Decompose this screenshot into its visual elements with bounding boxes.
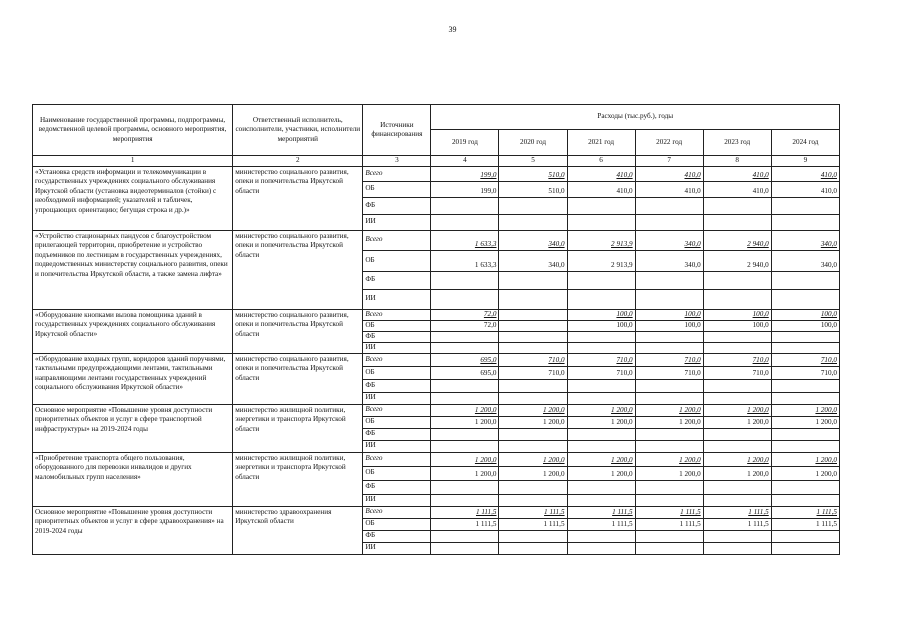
amount-cell bbox=[771, 530, 839, 542]
amount-cell: 340,0 bbox=[771, 250, 839, 271]
amount-cell: 340,0 bbox=[499, 250, 567, 271]
amount-cell bbox=[499, 197, 567, 214]
amount-cell bbox=[499, 309, 567, 320]
column-index: 5 bbox=[499, 156, 567, 167]
amount-cell: 100,0 bbox=[567, 309, 635, 320]
amount-cell bbox=[499, 214, 567, 230]
executor: министерство социального развития, опеки и попечительства Иркутской области bbox=[233, 230, 363, 309]
amount-cell: 340,0 bbox=[635, 230, 703, 250]
header-source: Источники финансирования bbox=[363, 105, 431, 156]
table-row bbox=[33, 452, 840, 466]
table-row bbox=[33, 404, 840, 416]
amount-cell bbox=[771, 342, 839, 353]
table-body bbox=[33, 166, 840, 554]
amount-cell bbox=[635, 542, 703, 554]
amount-cell bbox=[635, 197, 703, 214]
amount-cell: 1 200,0 bbox=[431, 404, 499, 416]
amount-cell: 1 200,0 bbox=[567, 404, 635, 416]
amount-cell bbox=[431, 392, 499, 404]
amount-cell bbox=[499, 342, 567, 353]
funding-source: Всего bbox=[363, 353, 431, 366]
amount-cell: 1 200,0 bbox=[431, 452, 499, 466]
amount-cell bbox=[567, 342, 635, 353]
executor: министерство жилищной политики, энергетики и транспорта Иркутской области bbox=[233, 404, 363, 452]
table-row bbox=[33, 230, 840, 250]
header-year: 2022 год bbox=[635, 130, 703, 156]
amount-cell bbox=[703, 214, 771, 230]
budget-table bbox=[32, 104, 840, 555]
amount-cell: 72,0 bbox=[431, 309, 499, 320]
amount-cell bbox=[567, 271, 635, 289]
amount-cell bbox=[771, 289, 839, 309]
amount-cell bbox=[771, 379, 839, 392]
funding-source: ФБ bbox=[363, 428, 431, 440]
amount-cell bbox=[499, 428, 567, 440]
amount-cell: 1 200,0 bbox=[771, 452, 839, 466]
amount-cell: 1 111,5 bbox=[635, 518, 703, 530]
amount-cell: 1 200,0 bbox=[703, 404, 771, 416]
amount-cell bbox=[703, 379, 771, 392]
amount-cell: 1 200,0 bbox=[431, 466, 499, 480]
amount-cell: 410,0 bbox=[567, 166, 635, 181]
amount-cell bbox=[567, 289, 635, 309]
amount-cell bbox=[635, 530, 703, 542]
amount-cell: 710,0 bbox=[771, 366, 839, 379]
table-row bbox=[33, 309, 840, 320]
amount-cell bbox=[771, 331, 839, 342]
amount-cell bbox=[431, 440, 499, 452]
amount-cell: 100,0 bbox=[567, 320, 635, 331]
amount-cell: 1 111,5 bbox=[431, 506, 499, 518]
amount-cell bbox=[771, 214, 839, 230]
amount-cell: 410,0 bbox=[771, 181, 839, 197]
amount-cell bbox=[703, 331, 771, 342]
header-executor: Ответственный исполнитель, соисполнители, участники, исполнители мероприятий bbox=[233, 105, 363, 156]
amount-cell bbox=[431, 542, 499, 554]
funding-source: ФБ bbox=[363, 197, 431, 214]
funding-source: ОБ bbox=[363, 320, 431, 331]
amount-cell: 2 913,9 bbox=[567, 230, 635, 250]
measure-name: «Установка средств информации и телекоммуникации в государственных учреждениях социального обслуживания Иркутской области (установка видеотерминалов (стойки) с необходимой информацией; указателей и табличек, упрощающих ориентацию; бегущая строка и др.)» bbox=[33, 166, 233, 230]
amount-cell bbox=[771, 440, 839, 452]
amount-cell: 100,0 bbox=[635, 309, 703, 320]
amount-cell bbox=[771, 392, 839, 404]
amount-cell: 1 200,0 bbox=[771, 416, 839, 428]
amount-cell: 100,0 bbox=[771, 320, 839, 331]
amount-cell: 340,0 bbox=[499, 230, 567, 250]
amount-cell: 340,0 bbox=[635, 250, 703, 271]
column-index: 9 bbox=[771, 156, 839, 167]
amount-cell bbox=[499, 320, 567, 331]
amount-cell: 1 200,0 bbox=[635, 404, 703, 416]
funding-source: ФБ bbox=[363, 331, 431, 342]
amount-cell: 2 940,0 bbox=[703, 250, 771, 271]
column-index: 1 bbox=[33, 156, 233, 167]
amount-cell: 199,0 bbox=[431, 166, 499, 181]
amount-cell bbox=[499, 530, 567, 542]
amount-cell bbox=[771, 428, 839, 440]
amount-cell bbox=[431, 428, 499, 440]
amount-cell bbox=[567, 197, 635, 214]
amount-cell: 1 111,5 bbox=[771, 506, 839, 518]
table-row bbox=[33, 506, 840, 518]
amount-cell bbox=[703, 271, 771, 289]
amount-cell bbox=[635, 392, 703, 404]
amount-cell bbox=[499, 379, 567, 392]
amount-cell bbox=[567, 392, 635, 404]
amount-cell bbox=[567, 480, 635, 494]
funding-source: ОБ bbox=[363, 518, 431, 530]
funding-source: ОБ bbox=[363, 366, 431, 379]
amount-cell bbox=[703, 342, 771, 353]
amount-cell: 1 111,5 bbox=[431, 518, 499, 530]
header-year: 2023 год bbox=[703, 130, 771, 156]
funding-source: Всего bbox=[363, 309, 431, 320]
amount-cell bbox=[635, 271, 703, 289]
amount-cell bbox=[431, 494, 499, 506]
amount-cell bbox=[431, 480, 499, 494]
amount-cell bbox=[635, 428, 703, 440]
amount-cell bbox=[771, 494, 839, 506]
column-index: 2 bbox=[233, 156, 363, 167]
amount-cell: 1 200,0 bbox=[635, 466, 703, 480]
funding-source: Всего bbox=[363, 404, 431, 416]
amount-cell bbox=[703, 542, 771, 554]
amount-cell: 695,0 bbox=[431, 353, 499, 366]
measure-name: Основное мероприятие «Повышение уровня доступности приоритетных объектов и услуг в сфере транспортной инфраструктуры» на 2019-2024 годы bbox=[33, 404, 233, 452]
measure-name: «Оборудование входных групп, коридоров зданий поручнями, тактильными предупреждающими лентами, тактильными направляющими лентами государственных учреждений социального обслуживания Иркутской области» bbox=[33, 353, 233, 404]
amount-cell: 710,0 bbox=[635, 366, 703, 379]
amount-cell: 1 111,5 bbox=[499, 506, 567, 518]
funding-source: ОБ bbox=[363, 250, 431, 271]
amount-cell: 1 200,0 bbox=[703, 452, 771, 466]
executor: министерство здравоохранения Иркутской области bbox=[233, 506, 363, 554]
amount-cell bbox=[567, 331, 635, 342]
amount-cell: 710,0 bbox=[703, 353, 771, 366]
funding-source: ИИ bbox=[363, 289, 431, 309]
amount-cell bbox=[499, 494, 567, 506]
amount-cell: 1 200,0 bbox=[567, 466, 635, 480]
column-index: 4 bbox=[431, 156, 499, 167]
amount-cell bbox=[499, 331, 567, 342]
amount-cell bbox=[567, 530, 635, 542]
amount-cell bbox=[703, 197, 771, 214]
amount-cell bbox=[635, 494, 703, 506]
table-row bbox=[33, 353, 840, 366]
amount-cell bbox=[635, 214, 703, 230]
amount-cell: 710,0 bbox=[499, 353, 567, 366]
amount-cell: 340,0 bbox=[771, 230, 839, 250]
amount-cell bbox=[499, 542, 567, 554]
amount-cell bbox=[703, 289, 771, 309]
amount-cell: 710,0 bbox=[703, 366, 771, 379]
column-index: 6 bbox=[567, 156, 635, 167]
amount-cell bbox=[431, 289, 499, 309]
column-index: 8 bbox=[703, 156, 771, 167]
amount-cell: 1 633,3 bbox=[431, 230, 499, 250]
header-name: Наименование государственной программы, подпрограммы, ведомственной целевой программы, основного мероприятия, мероприятия bbox=[33, 105, 233, 156]
amount-cell: 710,0 bbox=[635, 353, 703, 366]
funding-source: ИИ bbox=[363, 494, 431, 506]
amount-cell: 2 913,9 bbox=[567, 250, 635, 271]
amount-cell bbox=[635, 379, 703, 392]
amount-cell: 1 111,5 bbox=[703, 506, 771, 518]
header-year: 2024 год bbox=[771, 130, 839, 156]
amount-cell: 1 200,0 bbox=[567, 416, 635, 428]
amount-cell bbox=[771, 197, 839, 214]
amount-cell: 1 200,0 bbox=[703, 416, 771, 428]
measure-name: «Приобретение транспорта общего пользования, оборудованного для перевозки инвалидов и других маломобильных групп населения» bbox=[33, 452, 233, 506]
column-index: 7 bbox=[635, 156, 703, 167]
amount-cell bbox=[635, 289, 703, 309]
amount-cell bbox=[499, 289, 567, 309]
amount-cell: 710,0 bbox=[771, 353, 839, 366]
funding-source: ФБ bbox=[363, 271, 431, 289]
executor: министерство жилищной политики, энергетики и транспорта Иркутской области bbox=[233, 452, 363, 506]
funding-source: Всего bbox=[363, 166, 431, 181]
amount-cell bbox=[567, 440, 635, 452]
funding-source: ФБ bbox=[363, 480, 431, 494]
amount-cell: 710,0 bbox=[499, 366, 567, 379]
funding-source: ОБ bbox=[363, 466, 431, 480]
amount-cell: 1 111,5 bbox=[771, 518, 839, 530]
header-year: 2019 год bbox=[431, 130, 499, 156]
measure-name: «Устройство стационарных пандусов с благоустройством прилегающей территории, приобретение и устройство подъемников по лестницам в государственных учреждениях, подведомственных министерству социального развития, опеки и попечительства Иркутской области, а также замена лифта» bbox=[33, 230, 233, 309]
amount-cell bbox=[703, 530, 771, 542]
funding-source: ОБ bbox=[363, 416, 431, 428]
amount-cell: 1 200,0 bbox=[499, 466, 567, 480]
amount-cell: 1 633,3 bbox=[431, 250, 499, 271]
amount-cell bbox=[567, 494, 635, 506]
amount-cell: 410,0 bbox=[635, 166, 703, 181]
amount-cell bbox=[635, 440, 703, 452]
amount-cell: 1 200,0 bbox=[567, 452, 635, 466]
amount-cell bbox=[431, 530, 499, 542]
amount-cell: 1 200,0 bbox=[771, 404, 839, 416]
table-row bbox=[33, 166, 840, 181]
amount-cell: 1 200,0 bbox=[703, 466, 771, 480]
executor: министерство социального развития, опеки и попечительства Иркутской области bbox=[233, 353, 363, 404]
funding-source: ИИ bbox=[363, 542, 431, 554]
amount-cell: 1 111,5 bbox=[567, 506, 635, 518]
amount-cell: 710,0 bbox=[567, 366, 635, 379]
amount-cell bbox=[431, 331, 499, 342]
amount-cell: 410,0 bbox=[703, 181, 771, 197]
amount-cell: 100,0 bbox=[703, 320, 771, 331]
amount-cell: 410,0 bbox=[703, 166, 771, 181]
amount-cell: 510,0 bbox=[499, 166, 567, 181]
page-number: 39 bbox=[448, 25, 457, 34]
header-expenses: Расходы (тыс.руб.), годы bbox=[431, 105, 840, 130]
column-index: 3 bbox=[363, 156, 431, 167]
amount-cell: 410,0 bbox=[567, 181, 635, 197]
executor: министерство социального развития, опеки и попечительства Иркутской области bbox=[233, 166, 363, 230]
amount-cell bbox=[431, 342, 499, 353]
amount-cell: 410,0 bbox=[635, 181, 703, 197]
amount-cell: 1 200,0 bbox=[771, 466, 839, 480]
amount-cell: 1 200,0 bbox=[499, 416, 567, 428]
funding-source: ФБ bbox=[363, 379, 431, 392]
amount-cell bbox=[499, 480, 567, 494]
amount-cell: 1 200,0 bbox=[499, 404, 567, 416]
funding-source: ФБ bbox=[363, 530, 431, 542]
executor: министерство социального развития, опеки и попечительства Иркутской области bbox=[233, 309, 363, 353]
funding-source: ИИ bbox=[363, 440, 431, 452]
amount-cell: 100,0 bbox=[635, 320, 703, 331]
amount-cell bbox=[771, 271, 839, 289]
amount-cell bbox=[499, 271, 567, 289]
amount-cell: 199,0 bbox=[431, 181, 499, 197]
funding-source: ИИ bbox=[363, 214, 431, 230]
header-year: 2021 год bbox=[567, 130, 635, 156]
amount-cell: 1 111,5 bbox=[499, 518, 567, 530]
amount-cell bbox=[567, 214, 635, 230]
amount-cell bbox=[703, 440, 771, 452]
amount-cell bbox=[703, 494, 771, 506]
amount-cell: 1 111,5 bbox=[567, 518, 635, 530]
amount-cell bbox=[771, 542, 839, 554]
amount-cell: 100,0 bbox=[771, 309, 839, 320]
amount-cell: 1 111,5 bbox=[703, 518, 771, 530]
amount-cell bbox=[567, 542, 635, 554]
amount-cell bbox=[635, 480, 703, 494]
amount-cell bbox=[431, 214, 499, 230]
amount-cell bbox=[703, 392, 771, 404]
amount-cell bbox=[703, 428, 771, 440]
amount-cell: 1 111,5 bbox=[635, 506, 703, 518]
amount-cell bbox=[499, 440, 567, 452]
funding-source: ИИ bbox=[363, 342, 431, 353]
funding-source: Всего bbox=[363, 452, 431, 466]
amount-cell: 1 200,0 bbox=[499, 452, 567, 466]
amount-cell: 1 200,0 bbox=[431, 416, 499, 428]
amount-cell: 100,0 bbox=[703, 309, 771, 320]
amount-cell bbox=[499, 392, 567, 404]
amount-cell bbox=[635, 342, 703, 353]
funding-source: ОБ bbox=[363, 181, 431, 197]
funding-source: Всего bbox=[363, 230, 431, 250]
header-year: 2020 год bbox=[499, 130, 567, 156]
amount-cell: 710,0 bbox=[567, 353, 635, 366]
table-header bbox=[33, 105, 840, 167]
amount-cell bbox=[431, 197, 499, 214]
amount-cell bbox=[703, 480, 771, 494]
amount-cell bbox=[771, 480, 839, 494]
amount-cell: 510,0 bbox=[499, 181, 567, 197]
amount-cell: 1 200,0 bbox=[635, 452, 703, 466]
amount-cell bbox=[431, 271, 499, 289]
amount-cell bbox=[567, 428, 635, 440]
amount-cell bbox=[567, 379, 635, 392]
amount-cell: 410,0 bbox=[771, 166, 839, 181]
index-row bbox=[33, 156, 840, 167]
amount-cell: 2 940,0 bbox=[703, 230, 771, 250]
amount-cell bbox=[635, 331, 703, 342]
amount-cell bbox=[431, 379, 499, 392]
amount-cell: 72,0 bbox=[431, 320, 499, 331]
measure-name: «Оборудование кнопками вызова помощника зданий в государственных учреждениях социального обслуживания Иркутской области» bbox=[33, 309, 233, 353]
measure-name: Основное мероприятие «Повышение уровня доступности приоритетных объектов и услуг в сфере здравоохранения» на 2019-2024 годы bbox=[33, 506, 233, 554]
funding-source: ИИ bbox=[363, 392, 431, 404]
funding-source: Всего bbox=[363, 506, 431, 518]
amount-cell: 1 200,0 bbox=[635, 416, 703, 428]
amount-cell: 695,0 bbox=[431, 366, 499, 379]
